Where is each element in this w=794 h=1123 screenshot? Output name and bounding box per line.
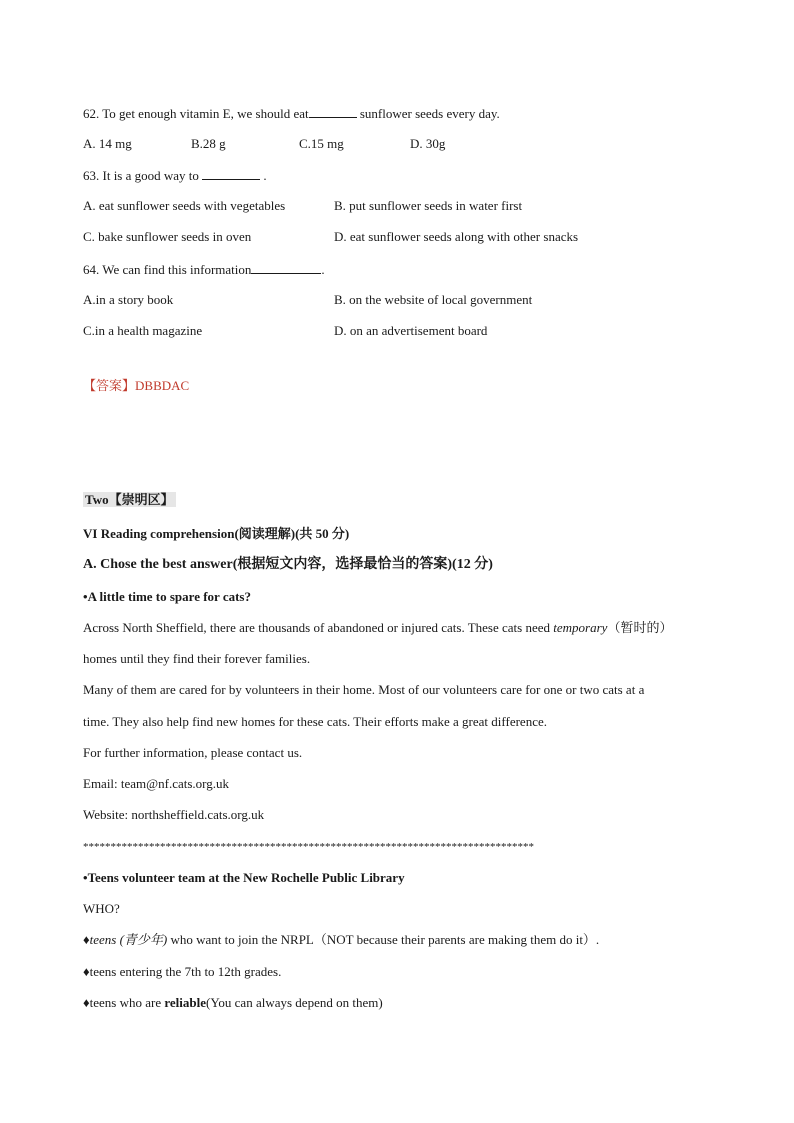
passage1-p1-after: （暂时的） <box>607 620 673 635</box>
q63-stem-after: . <box>260 168 267 183</box>
q64-option-a: A.in a story book <box>83 292 174 307</box>
passage1-p2-line2: time. They also help find new homes for these cats. Their efforts make a great difference. <box>83 714 547 729</box>
section-header <box>83 492 176 508</box>
passage2-title <box>83 870 405 886</box>
passage2-b3-before: teens who are <box>89 995 165 1010</box>
passage2-b1-rest: who want to join the NRPL（NOT because their parents are making them do it）. <box>167 932 600 947</box>
passage2-who: WHO? <box>83 901 120 916</box>
passage2-b3-after: (You can always depend on them) <box>206 995 383 1010</box>
bullet-icon: • <box>83 589 88 604</box>
q64-stem-after: . <box>321 262 325 277</box>
diamond-bullet-icon: ♦ <box>83 964 90 979</box>
passage1-email: Email: team@nf.cats.org.uk <box>83 776 230 791</box>
question-63 <box>83 167 267 184</box>
passage2-b2-text: teens entering the 7th to 12th grades. <box>89 964 282 979</box>
passage2-b1-italic: teens (青少年) <box>89 932 168 947</box>
q64-blank <box>251 261 321 274</box>
question-62 <box>83 105 500 122</box>
q63-blank <box>202 167 260 180</box>
passage1-p2-line1: Many of them are cared for by volunteers in their home. Most of our volunteers care for one or two cats at a <box>83 682 645 697</box>
passage1-title-text: A little time to spare for cats? <box>87 589 251 604</box>
q63-option-b: B. put sunflower seeds in water first <box>334 198 523 213</box>
q63-option-d: D. eat sunflower seeds along with other snacks <box>334 229 579 244</box>
passage1-p1-italic: temporary <box>553 620 608 635</box>
passage2-b3-bold: reliable <box>164 995 206 1010</box>
q64-option-c: C.in a health magazine <box>83 323 203 338</box>
passage1-p1-before: Across North Sheffield, there are thousands of abandoned or injured cats. These cats need <box>83 620 554 635</box>
passage2-bullet1 <box>83 932 599 948</box>
q64-option-b: B. on the website of local government <box>334 292 533 307</box>
passage2-bullet3 <box>83 995 383 1011</box>
passage2-title-text: Teens volunteer team at the New Rochelle Public Library <box>87 870 405 885</box>
passage2-bullet2 <box>83 964 281 980</box>
answer-value: DBBDAC <box>135 378 190 393</box>
section-title: VI Reading comprehension(阅读理解)(共 50 分) <box>83 526 350 541</box>
star-separator: ********************************************************************************** <box>83 841 534 853</box>
passage1-title <box>83 589 251 605</box>
q64-stem-before: 64. We can find this information <box>83 262 252 277</box>
q62-stem-before: 62. To get enough vitamin E, we should eat <box>83 106 309 121</box>
q62-option-b: B.28 g <box>191 136 226 151</box>
q63-option-c: C. bake sunflower seeds in oven <box>83 229 252 244</box>
q63-stem-before: 63. It is a good way to <box>83 168 203 183</box>
passage1-p3: For further information, please contact us. <box>83 745 303 760</box>
q62-option-a: A. 14 mg <box>83 136 132 151</box>
answer-label: 【答案】 <box>83 378 136 393</box>
passage1-p1-line1 <box>83 620 672 636</box>
diamond-bullet-icon: ♦ <box>83 932 90 947</box>
q63-option-a: A. eat sunflower seeds with vegetables <box>83 198 286 213</box>
diamond-bullet-icon: ♦ <box>83 995 90 1010</box>
q62-option-d: D. 30g <box>410 136 446 151</box>
q64-option-d: D. on an advertisement board <box>334 323 488 338</box>
q62-stem-after: sunflower seeds every day. <box>356 106 500 121</box>
passage1-p1-line2: homes until they find their forever families. <box>83 651 311 666</box>
part-a-title: A. Chose the best answer(根据短文内容，选择最恰当的答案)(12 分) <box>83 557 493 572</box>
passage1-website: Website: northsheffield.cats.org.uk <box>83 807 265 822</box>
answer-line <box>83 378 189 394</box>
q62-blank <box>309 105 357 118</box>
bullet-icon: • <box>83 870 88 885</box>
section-header-label: Two【崇明区】 <box>85 492 174 507</box>
q62-option-c: C.15 mg <box>299 136 344 151</box>
question-64 <box>83 261 325 278</box>
